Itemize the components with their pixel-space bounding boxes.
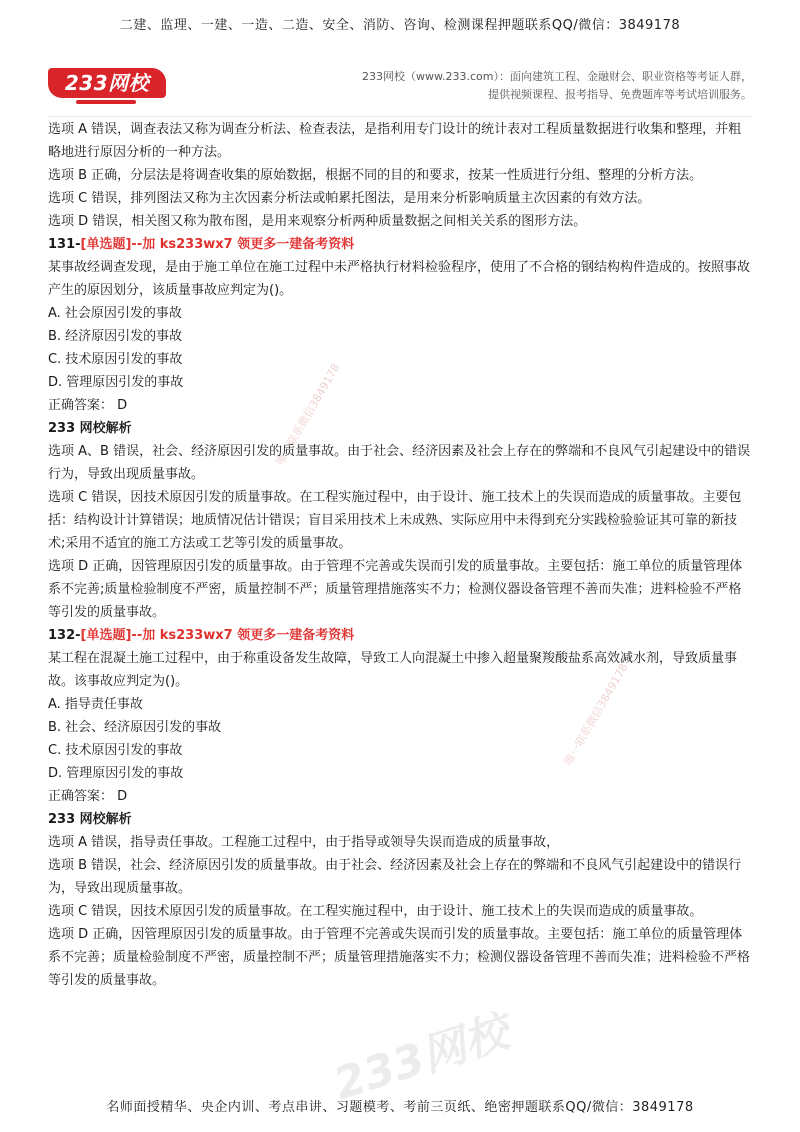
analysis-title: 233 网校解析	[48, 421, 132, 436]
logo-underline	[76, 100, 136, 104]
intro-paragraph: 选项 C 错误，排列图法又称为主次因素分析法或帕累托图法，是用来分析影响质量主次因素的有效方法。	[48, 191, 651, 206]
watermark-logo: 233网校	[327, 1006, 515, 1111]
analysis-paragraph: 选项 A、B 错误，社会、经济原因引发的质量事故。由于社会、经济因素及社会上存在的弊端和不良风气引起建设中的错误行为，导致出现质量事故。	[48, 444, 751, 482]
question-number: 132-	[48, 628, 81, 643]
intro-paragraph: 选项 D 错误，相关图又称为散布图，是用来观察分析两种质量数据之间相关关系的图形方法。	[48, 214, 587, 229]
correct-answer: 正确答案： D	[48, 789, 128, 804]
watermark: 唯一联系微信3849178	[561, 661, 631, 768]
option-b: B. 社会、经济原因引发的事故	[48, 720, 222, 735]
header-line-1: 233网校（www.233.com）：面向建筑工程、金融财会、职业资格等考证人群，	[362, 70, 752, 83]
question-131-title	[48, 233, 752, 256]
analysis-paragraph: 选项 B 错误，社会、经济原因引发的质量事故。由于社会、经济因素及社会上存在的弊端和不良风气引起建设中的错误行为，导致出现质量事故。	[48, 858, 742, 896]
header-divider	[48, 116, 752, 117]
option-d: D. 管理原因引发的事故	[48, 375, 184, 390]
question-tag: [单选题]--加 ks233wx7 领更多一建备考资料	[80, 628, 355, 643]
analysis-paragraph: 选项 A 错误，指导责任事故。工程施工过程中，由于指导或领导失误而造成的质量事故，	[48, 835, 560, 850]
site-logo: 233网校	[48, 68, 166, 98]
analysis-paragraph: 选项 D 正确，因管理原因引发的质量事故。由于管理不完善或失误而引发的质量事故。主要包括：施工单位的质量管理体系不完善；质量检验制度不严密，质量控制不严；质量管理措施落实不力；检测仪器设备管理不善而失准；进料检验不严格等引发的质量事故。	[48, 927, 751, 988]
option-c: C. 技术原因引发的事故	[48, 352, 183, 367]
question-132-title	[48, 624, 752, 647]
question-tag: [单选题]--加 ks233wx7 领更多一建备考资料	[80, 237, 355, 252]
option-a: A. 社会原因引发的事故	[48, 306, 182, 321]
question-132-stem: 某工程在混凝土施工过程中，由于称重设备发生故障，导致工人向混凝土中掺入超量聚羧酸盐系高效减水剂，导致质量事故。该事故应判定为()。	[48, 651, 738, 689]
option-b: B. 经济原因引发的事故	[48, 329, 183, 344]
intro-paragraph: 选项 A 错误，调查表法又称为调查分析法、检查表法，是指利用专门设计的统计表对工程质量数据进行收集和整理，并粗略地进行原因分析的一种方法。	[48, 122, 742, 160]
footer-banner: 名师面授精华、央企内训、考点串讲、习题模考、考前三页纸、绝密押题联系QQ/微信：3849178	[106, 1100, 694, 1115]
header-line-2: 提供视频课程、报考指导、免费题库等考试培训服务。	[488, 88, 752, 101]
header	[48, 64, 752, 114]
top-banner: 二建、监理、一建、一造、二造、安全、消防、咨询、检测课程押题联系QQ/微信：3849178	[119, 18, 681, 33]
document-body	[48, 118, 752, 992]
header-description	[362, 68, 752, 104]
analysis-paragraph: 选项 D 正确，因管理原因引发的质量事故。由于管理不完善或失误而引发的质量事故。主要包括：施工单位的质量管理体系不完善;质量检验制度不严密，质量控制不严；质量管理措施落实不力；检测仪器设备管理不善而失准；进料检验不严格等引发的质量事故。	[48, 559, 743, 620]
correct-answer: 正确答案： D	[48, 398, 128, 413]
analysis-paragraph: 选项 C 错误，因技术原因引发的质量事故。在工程实施过程中，由于设计、施工技术上的失误而造成的质量事故。	[48, 904, 703, 919]
analysis-paragraph: 选项 C 错误，因技术原因引发的质量事故。在工程实施过程中，由于设计、施工技术上的失误而造成的质量事故。主要包括：结构设计计算错误；地质情况估计错误；盲目采用技术上未成熟、实际应用中未得到充分实践检验验证其可靠的新技术;采用不适宜的施工方法或工艺等引发的质量事故。	[48, 490, 742, 551]
question-131-stem: 某事故经调查发现，是由于施工单位在施工过程中未严格执行材料检验程序，使用了不合格的钢结构构件造成的。按照事故产生的原因划分，该质量事故应判定为()。	[48, 260, 751, 298]
analysis-title: 233 网校解析	[48, 812, 132, 827]
watermark: 唯一联系微信3849178	[273, 361, 343, 468]
intro-paragraph: 选项 B 正确，分层法是将调查收集的原始数据，根据不同的目的和要求，按某一性质进行分组、整理的分析方法。	[48, 168, 703, 183]
option-d: D. 管理原因引发的事故	[48, 766, 184, 781]
option-a: A. 指导责任事故	[48, 697, 143, 712]
question-number: 131-	[48, 237, 81, 252]
option-c: C. 技术原因引发的事故	[48, 743, 183, 758]
